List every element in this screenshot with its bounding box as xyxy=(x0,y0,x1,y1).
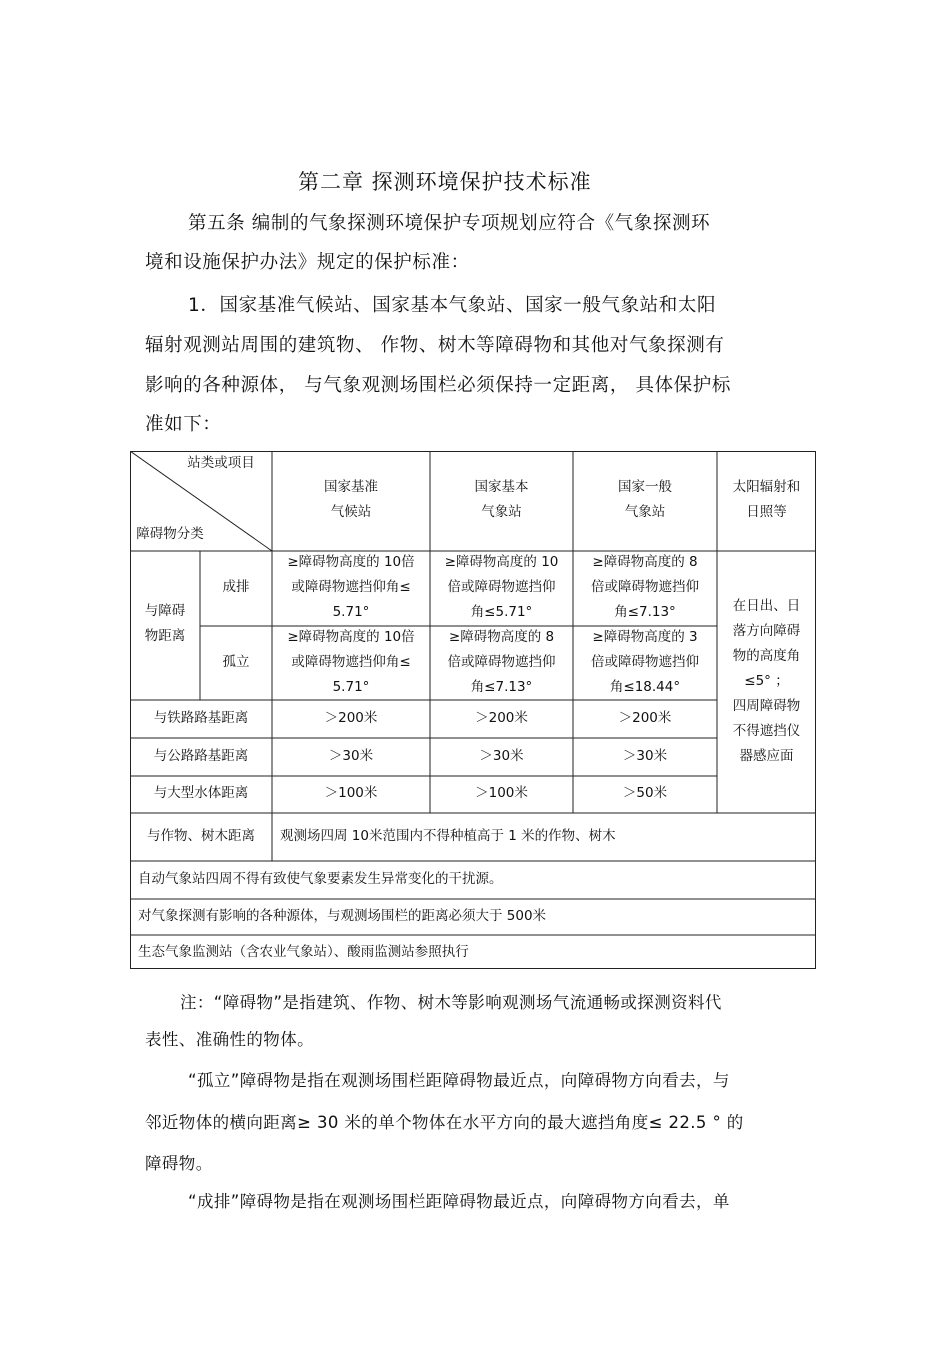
group-label-obstacle-distance: 与障碍 物距离 xyxy=(144,603,186,644)
item-1-line-1: 1．国家基准气候站、国家基本气象站、国家一般气象站和太阳 xyxy=(188,295,717,316)
railway-general-value: ＞200米 xyxy=(618,710,672,726)
item-1-line-2: 辐射观测站周围的建筑物、 作物、树木等障碍物和其他对气象探测有 xyxy=(145,335,725,356)
row-label-guli: 孤立 xyxy=(222,654,250,670)
note-obstacle-line-2: 表性、准确性的物体。 xyxy=(145,1030,314,1049)
protection-standard-table xyxy=(130,451,816,969)
road-basic-value: ＞30米 xyxy=(479,748,524,764)
note-isolated-line-3: 障碍物。 xyxy=(145,1154,213,1173)
road-reference-value: ＞30米 xyxy=(328,748,374,764)
note-isolated-line-2: 邻近物体的横向距离≥ 30 米的单个物体在水平方向的最大遮挡角度≤ 22.5 ° 的 xyxy=(145,1113,744,1132)
note-row-line-1: “成排”障碍物是指在观测场围栏距障碍物最近点，向障碍物方向看去，单 xyxy=(188,1192,730,1211)
header-solar: 太阳辐射和 日照等 xyxy=(732,479,801,520)
eco-station-requirement: 生态气象监测站（含农业气象站）、酸雨监测站参照执行 xyxy=(138,944,469,960)
guli-reference-cell: ≥障碍物高度的 10倍 或障碍物遮挡仰角≤ 5.71° xyxy=(287,629,415,695)
railway-basic-value: ＞200米 xyxy=(475,710,528,726)
header-national-basic: 国家基本 气象站 xyxy=(474,479,529,520)
guli-basic-cell: ≥障碍物高度的 8 倍或障碍物遮挡仰 角≤7.13° xyxy=(447,629,556,695)
item-1-line-3: 影响的各种源体， 与气象观测场围栏必须保持一定距离， 具体保护标 xyxy=(145,375,731,396)
sources-requirement: 对气象探测有影响的各种源体，与观测场围栏的距离必须大于 500米 xyxy=(138,908,547,924)
chengpai-reference-cell: ≥障碍物高度的 10倍 或障碍物遮挡仰角≤ 5.71° xyxy=(287,554,415,620)
water-reference-value: ＞100米 xyxy=(324,785,378,801)
note-obstacle-line-1: 注：“障碍物”是指建筑、作物、树木等影响观测场气流通畅或探测资料代 xyxy=(180,993,722,1012)
item-1-line-4: 准如下： xyxy=(145,414,222,435)
corner-obstacle-label: 障碍物分类 xyxy=(136,526,204,542)
chengpai-basic-cell: ≥障碍物高度的 10 倍或障碍物遮挡仰 角≤5.71° xyxy=(444,554,559,620)
row-label-road: 与公路路基距离 xyxy=(153,748,249,764)
header-national-reference: 国家基准 气候站 xyxy=(324,479,378,520)
chapter-title: 第二章 探测环境保护技术标准 xyxy=(298,170,592,194)
corner-station-label: 站类或项目 xyxy=(187,455,255,471)
solar-requirement-cell: 在日出、日 落方向障碍 物的高度角 ≤5° ； 四周障碍物 不得遮挡仪 器感应面 xyxy=(732,598,801,764)
chengpai-general-cell: ≥障碍物高度的 8 倍或障碍物遮挡仰 角≤7.13° xyxy=(591,554,699,620)
water-general-value: ＞50米 xyxy=(622,785,668,801)
note-isolated-line-1: “孤立”障碍物是指在观测场围栏距障碍物最近点，向障碍物方向看去，与 xyxy=(188,1071,730,1090)
road-general-value: ＞30米 xyxy=(622,748,668,764)
row-label-crops: 与作物、树木距离 xyxy=(147,828,255,844)
water-basic-value: ＞100米 xyxy=(475,785,528,801)
row-label-chengpai: 成排 xyxy=(222,579,250,595)
row-label-water: 与大型水体距离 xyxy=(153,785,249,801)
railway-reference-value: ＞200米 xyxy=(324,710,378,726)
crops-requirement: 观测场四周 10米范围内不得种植高于 1 米的作物、树木 xyxy=(280,828,616,844)
article-5-line-2: 境和设施保护办法》规定的保护标准： xyxy=(145,252,470,273)
row-label-railway: 与铁路路基距离 xyxy=(153,710,249,726)
guli-general-cell: ≥障碍物高度的 3 倍或障碍物遮挡仰 角≤18.44° xyxy=(591,629,699,695)
auto-station-requirement: 自动气象站四周不得有致使气象要素发生异常变化的干扰源。 xyxy=(138,871,503,887)
header-national-general: 国家一般 气象站 xyxy=(618,479,672,520)
article-5-line-1: 第五条 编制的气象探测环境保护专项规划应符合《气象探测环 xyxy=(188,213,711,234)
